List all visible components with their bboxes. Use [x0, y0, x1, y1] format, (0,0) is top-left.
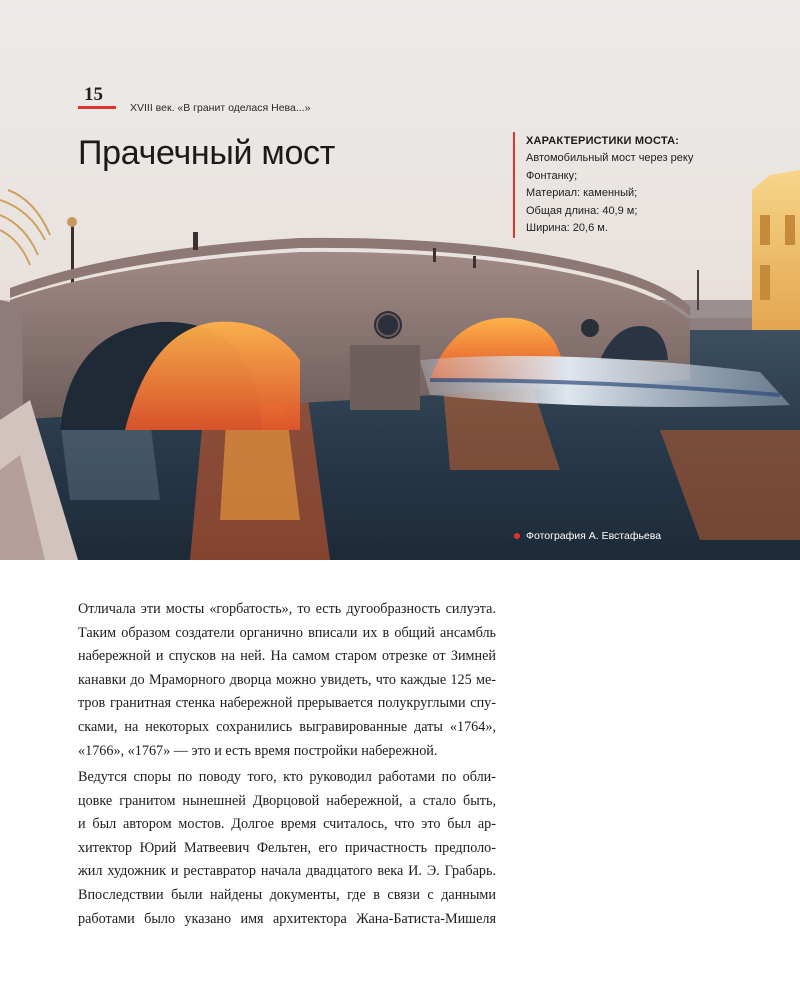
characteristics-line: Фонтанку; [526, 169, 578, 182]
photo-credit [514, 530, 661, 542]
text-line: Отличала эти мосты «горбатость», то есть дугообразность силуэта. [78, 601, 496, 617]
text-line: Ведутся споры по поводу того, кто руководил работами по обли- [78, 769, 496, 785]
text-line: Впоследствии были найдены документы, где в связи с данными [78, 886, 496, 903]
text-line: цовке гранитом нынешней Дворцовой набережной, а стало быть, [78, 792, 496, 809]
text-line: набережной и спусков на ней. На самом старом отрезке от Зимней [78, 648, 496, 665]
bullet-icon [514, 533, 520, 539]
photo-credit-text: Фотография А. Евстафьева [526, 530, 662, 542]
characteristics-line: Автомобильный мост через реку [526, 152, 694, 164]
text-line: жил художник и реставратор начала двадцатого века И. Э. Грабарь. [78, 863, 496, 880]
text-line: хитектор Юрий Матвеевич Фельтен, его причастность предполо- [78, 839, 496, 856]
page-number: 15 [84, 84, 103, 105]
characteristics-line: Общая длина: 40,9 м; [526, 204, 638, 217]
characteristics-heading: ХАРАКТЕРИСТИКИ МОСТА: [526, 135, 680, 147]
characteristics-line: Материал: каменный; [526, 187, 638, 199]
text-line: и был автором мостов. Долгое время считалось, что это был ар- [78, 816, 496, 833]
body-paragraph-1 [78, 598, 496, 763]
text-line: «1766», «1767» — это и есть время постройки набережной. [78, 742, 438, 759]
text-line: тров гранитная стенка набережной прерывается полукруглыми спу- [78, 695, 496, 712]
text-line: Таким образом создатели органично вписали их в общий ансамбль [78, 624, 496, 641]
bridge-characteristics [513, 132, 756, 238]
body-paragraph-2 [78, 766, 496, 931]
running-head: XVIII век. «В гранит оделася Нева...» [130, 102, 311, 114]
characteristics-line: Ширина: 20,6 м. [526, 222, 608, 234]
page-title: Прачечный мост [78, 134, 336, 172]
text-line: сками, на некоторых сохранились выгравированные даты «1764», [78, 718, 496, 735]
page-number-rule [78, 106, 116, 109]
text-line: канавки до Мраморного дворца можно увидеть, что каждые 125 ме- [78, 671, 496, 688]
text-line: работами было указано имя архитектора Жана-Батиста-Мишеля [78, 910, 496, 927]
